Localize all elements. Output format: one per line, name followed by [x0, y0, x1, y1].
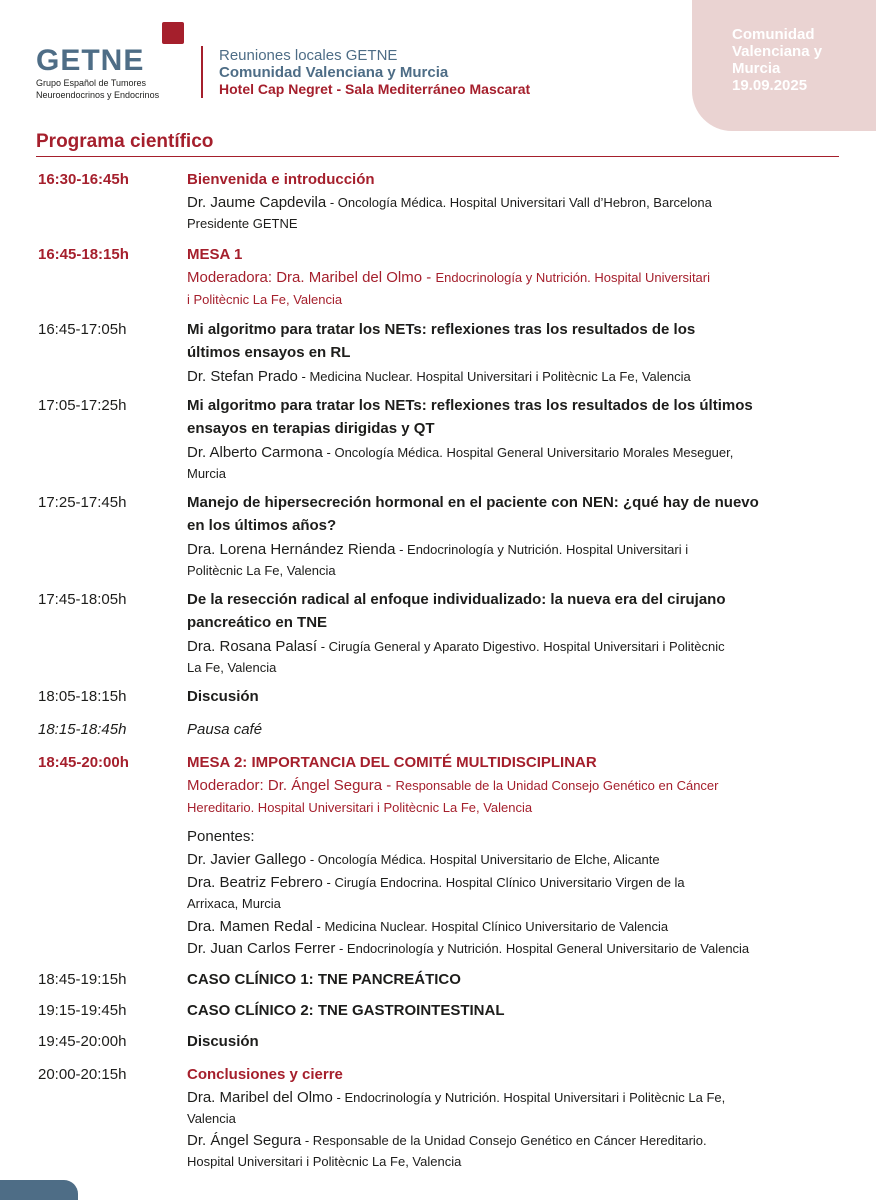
- time-slot: 17:05-17:25h: [38, 397, 127, 414]
- speaker-name: Dr. Jaume Capdevila: [187, 194, 327, 211]
- speaker-name: Dr. Juan Carlos Ferrer: [187, 940, 336, 957]
- region-date-tab: [692, 0, 876, 131]
- session-title: MESA 2: IMPORTANCIA DEL COMITÉ MULTIDISCIPLINAR: [187, 754, 597, 771]
- speaker-line: [187, 940, 749, 958]
- speaker-name: Dra. Beatriz Febrero: [187, 874, 323, 891]
- speaker-name: Dr. Alberto Carmona: [187, 444, 323, 461]
- speaker-line: [187, 1089, 725, 1107]
- section-rule: [36, 156, 839, 157]
- moderator-line: [187, 269, 710, 287]
- time-slot: 16:30-16:45h: [38, 171, 129, 188]
- speaker-affiliation-cont: Valencia: [187, 1111, 236, 1126]
- session-title: MESA 1: [187, 246, 243, 263]
- speaker-line: [187, 368, 691, 386]
- logo-text: GETNE: [36, 44, 145, 77]
- speaker-name: Dra. Mamen Redal: [187, 918, 313, 935]
- speaker-name: Dra. Rosana Palasí: [187, 638, 318, 655]
- speakers-label: Ponentes:: [187, 828, 255, 845]
- session-title: Discusión: [187, 1033, 259, 1050]
- session-title: CASO CLÍNICO 1: TNE PANCREÁTICO: [187, 971, 461, 988]
- section-title: Programa científico: [36, 131, 214, 152]
- time-slot: 18:05-18:15h: [38, 688, 127, 705]
- session-title: Bienvenida e introducción: [187, 171, 375, 188]
- speaker-name: Dra. Lorena Hernández Rienda: [187, 541, 396, 558]
- speaker-role: Presidente GETNE: [187, 216, 298, 231]
- speaker-affiliation: - Oncología Médica. Hospital Universitario de Elche, Alicante: [306, 852, 660, 867]
- speaker-affiliation: - Cirugía General y Aparato Digestivo. Hospital Universitari i Politècnic: [317, 639, 725, 654]
- moderator-affiliation-cont: Hereditario. Hospital Universitari i Politècnic La Fe, Valencia: [187, 800, 533, 815]
- speaker-affiliation: - Endocrinología y Nutrición. Hospital General Universitario de Valencia: [335, 941, 750, 956]
- talk-title-line-1: De la resección radical al enfoque individualizado: la nueva era del cirujano: [187, 591, 726, 608]
- speaker-affiliation: - Oncología Médica. Hospital General Universitario Morales Meseguer,: [322, 445, 734, 460]
- speaker-affiliation-cont: Hospital Universitari i Politècnic La Fe, Valencia: [187, 1154, 462, 1169]
- speaker-line: [187, 444, 733, 462]
- talk-title-line-2: en los últimos años?: [187, 517, 337, 534]
- moderator-affiliation-cont: i Politècnic La Fe, Valencia: [187, 292, 343, 307]
- talk-title-line-2: pancreático en TNE: [187, 614, 328, 631]
- meeting-info: [219, 47, 530, 97]
- speaker-affiliation-cont: Arrixaca, Murcia: [187, 896, 281, 911]
- tab-line-1: Comunidad: [732, 26, 815, 43]
- talk-title-line-1: Mi algoritmo para tratar los NETs: reflexiones tras los resultados de los últimos: [187, 397, 753, 414]
- speaker-affiliation-cont: Murcia: [187, 466, 227, 481]
- speaker-affiliation: - Endocrinología y Nutrición. Hospital Universitari i Politècnic La Fe,: [332, 1090, 726, 1105]
- tab-line-2: Valenciana y: [732, 43, 823, 60]
- session-title: Pausa café: [187, 721, 263, 738]
- session-title: Conclusiones y cierre: [187, 1066, 343, 1083]
- meeting-region: Comunidad Valenciana y Murcia: [219, 64, 449, 81]
- speaker-affiliation: - Medicina Nuclear. Hospital Clínico Universitario de Valencia: [312, 919, 669, 934]
- time-slot: 19:45-20:00h: [38, 1033, 127, 1050]
- time-slot: 18:15-18:45h: [38, 721, 127, 738]
- getne-logo: [36, 22, 196, 102]
- speaker-line: [187, 1132, 707, 1150]
- speaker-affiliation-cont: La Fe, Valencia: [187, 660, 277, 675]
- speaker-line: [187, 638, 725, 656]
- speaker-name: Dr. Stefan Prado: [187, 368, 298, 385]
- talk-title-line-1: Manejo de hipersecreción hormonal en el paciente con NEN: ¿qué hay de nuevo: [187, 494, 759, 511]
- time-slot: 18:45-19:15h: [38, 971, 127, 988]
- speaker-line: [187, 194, 712, 212]
- tab-line-3: Murcia: [732, 60, 781, 77]
- logo-subtitle-2: Neuroendocrinos y Endocrinos: [36, 90, 160, 100]
- time-slot: 19:15-19:45h: [38, 1002, 127, 1019]
- speaker-line: [187, 874, 685, 892]
- logo-subtitle-1: Grupo Español de Tumores: [36, 78, 147, 88]
- talk-title-line-2: últimos ensayos en RL: [187, 344, 351, 361]
- time-slot: 16:45-18:15h: [38, 246, 129, 263]
- talk-title-line-2: ensayos en terapias dirigidas y QT: [187, 420, 435, 437]
- moderator-affiliation: Endocrinología y Nutrición. Hospital Universitari: [435, 270, 710, 285]
- moderator-line: [187, 777, 719, 795]
- time-slot: 17:25-17:45h: [38, 494, 127, 511]
- logo-square-icon: [162, 22, 184, 44]
- speaker-line: [187, 851, 660, 869]
- moderator-name: Moderadora: Dra. Maribel del Olmo -: [187, 269, 436, 286]
- speaker-affiliation: - Endocrinología y Nutrición. Hospital Universitari i: [395, 542, 689, 557]
- time-slot: 18:45-20:00h: [38, 754, 129, 771]
- speaker-affiliation: - Medicina Nuclear. Hospital Universitari i Politècnic La Fe, Valencia: [297, 369, 691, 384]
- speaker-affiliation: - Oncología Médica. Hospital Universitari Vall d’Hebron, Barcelona: [326, 195, 712, 210]
- meeting-venue: Hotel Cap Negret - Sala Mediterráneo Mascarat: [219, 81, 531, 97]
- moderator-affiliation: Responsable de la Unidad Consejo Genético en Cáncer: [395, 778, 719, 793]
- speaker-name: Dra. Maribel del Olmo: [187, 1089, 333, 1106]
- talk-title-line-1: Mi algoritmo para tratar los NETs: reflexiones tras los resultados de los: [187, 321, 696, 338]
- moderator-name: Moderador: Dr. Ángel Segura -: [187, 777, 396, 794]
- speaker-affiliation: - Cirugía Endocrina. Hospital Clínico Universitario Virgen de la: [322, 875, 685, 890]
- page-corner-tab: [0, 1180, 78, 1200]
- meeting-series: Reuniones locales GETNE: [219, 47, 398, 64]
- time-slot: 20:00-20:15h: [38, 1066, 127, 1083]
- speaker-line: [187, 541, 688, 559]
- event-date: 19.09.2025: [732, 77, 808, 94]
- session-title: CASO CLÍNICO 2: TNE GASTROINTESTINAL: [187, 1002, 505, 1019]
- header-divider: [201, 46, 203, 98]
- speaker-affiliation-cont: Politècnic La Fe, Valencia: [187, 563, 336, 578]
- speaker-line: [187, 918, 668, 936]
- time-slot: 17:45-18:05h: [38, 591, 127, 608]
- session-title: Discusión: [187, 688, 259, 705]
- speaker-name: Dr. Javier Gallego: [187, 851, 307, 868]
- speaker-name: Dr. Ángel Segura: [187, 1132, 302, 1149]
- speaker-affiliation: - Responsable de la Unidad Consejo Genético en Cáncer Hereditario.: [301, 1133, 707, 1148]
- time-slot: 16:45-17:05h: [38, 321, 127, 338]
